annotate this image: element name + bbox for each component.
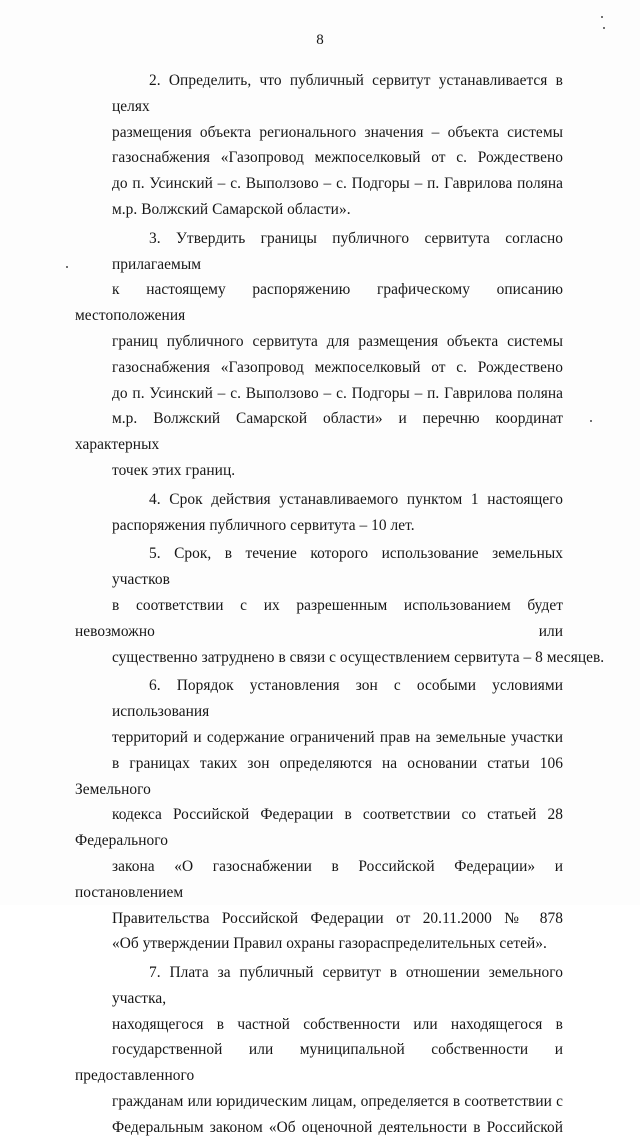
text-line: 3. Утвердить границы публичного сервитута согласно прилагаемым: [112, 229, 563, 273]
text-line: размещения объекта регионального значения – объекта системы: [112, 123, 563, 141]
paragraph-6: [75, 673, 563, 957]
text-line: границ публичного сервитута для размещения объекта системы: [112, 332, 563, 350]
scan-speck: [66, 266, 68, 268]
paragraph-3: [75, 226, 563, 484]
text-line: Федеральным законом «Об оценочной деятельности в Российской: [112, 1118, 563, 1136]
scan-speck: [590, 420, 592, 422]
text-line: кодекса Российской Федерации в соответствии со статьей 28 Федерального: [75, 806, 563, 850]
paragraph-2: [75, 68, 563, 223]
paragraph-4: [75, 487, 563, 539]
text-line: газоснабжения «Газопровод межпоселковый от с. Рождествено: [112, 358, 563, 376]
scan-speck: [603, 27, 605, 29]
text-line: м.р. Волжский Самарской области» и перечню координат характерных: [75, 410, 563, 454]
text-line: к настоящему распоряжению графическому описанию местоположения: [75, 281, 563, 325]
page-number: 8: [316, 32, 324, 48]
text-line: «Об утверждении Правил охраны газораспределительных сетей».: [112, 935, 547, 953]
text-line: до п. Усинский – с. Выползово – с. Подгоры – п. Гаврилова поляна: [112, 175, 563, 193]
paragraph-7: [75, 960, 563, 1141]
text-line: точек этих границ.: [112, 461, 236, 479]
document-body: [75, 68, 605, 1141]
text-line: м.р. Волжский Самарской области».: [112, 200, 351, 218]
text-line: 4. Срок действия устанавливаемого пунктом 1 настоящего: [149, 490, 563, 508]
text-line: закона «О газоснабжении в Российской Федерации» и постановлением: [75, 857, 563, 901]
text-line: в границах таких зон определяются на основании статьи 106 Земельного: [75, 754, 563, 798]
scan-speck: [601, 16, 603, 18]
text-line: государственной или муниципальной собственности и предоставленного: [75, 1041, 563, 1085]
text-line: до п. Усинский – с. Выползово – с. Подгоры – п. Гаврилова поляна: [112, 384, 563, 402]
text-line: распоряжения публичного сервитута – 10 лет.: [112, 516, 415, 534]
text-line: 6. Порядок установления зон с особыми условиями использования: [112, 677, 563, 721]
text-line: гражданам или юридическим лицам, определяется в соответствии с: [112, 1093, 563, 1111]
text-line: газоснабжения «Газопровод межпоселковый от с. Рождествено: [112, 149, 563, 167]
paragraph-5: [75, 541, 605, 670]
text-line: 2. Определить, что публичный сервитут устанавливается в целях: [112, 72, 563, 115]
text-line: 7. Плата за публичный сервитут в отношении земельного участка,: [112, 964, 563, 1007]
text-line: Правительства Российской Федерации от 20.11.2000 № 878: [112, 909, 563, 927]
text-line: существенно затруднено в связи с осуществлением сервитута – 8 месяцев.: [112, 648, 605, 666]
text-line: находящегося в частной собственности или находящегося в: [112, 1015, 563, 1033]
text-line: 5. Срок, в течение которого использование земельных участков: [112, 545, 563, 589]
text-line: в соответствии с их разрешенным использованием будет невозможно или: [75, 596, 563, 640]
text-line: территорий и содержание ограничений прав на земельные участки: [112, 728, 563, 746]
